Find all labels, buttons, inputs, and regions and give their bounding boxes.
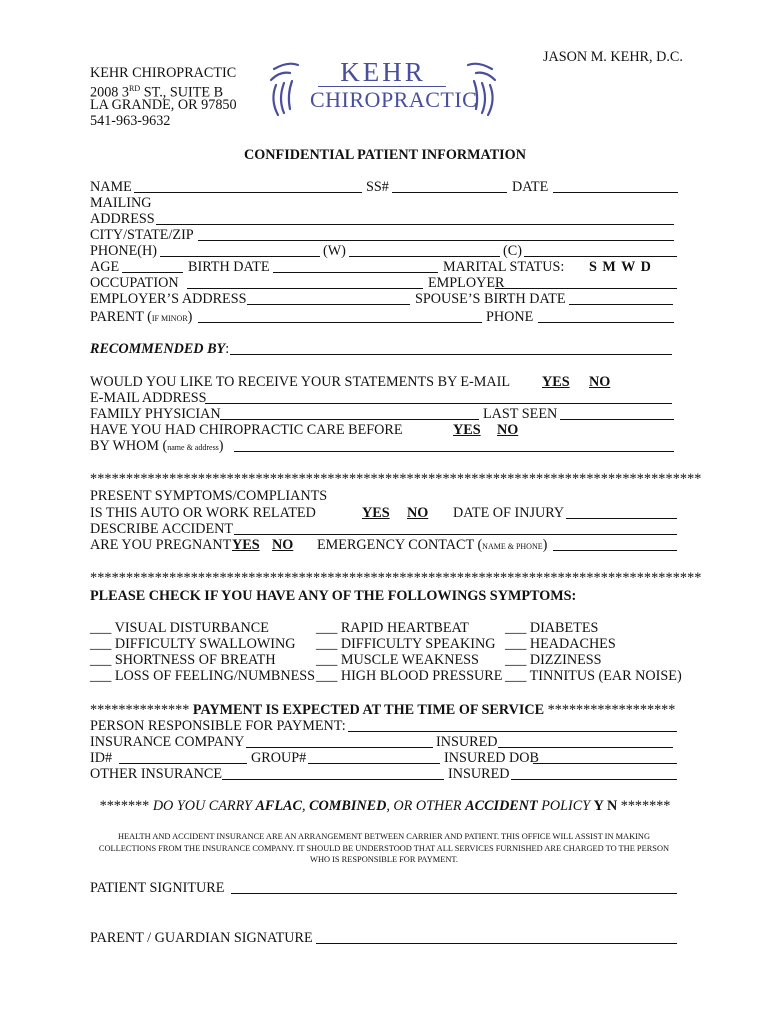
clinic-address: 2008 3RD ST., SUITE B xyxy=(90,84,224,101)
label-address: ADDRESS xyxy=(90,211,155,227)
aflac-question: ******* DO YOU CARRY AFLAC, COMBINED, OR OTHER ACCIDENT POLICY Y N ******* xyxy=(99,798,671,814)
label-describe-accident: DESCRIBE ACCIDENT xyxy=(90,521,234,537)
check-symptoms-heading: PLEASE CHECK IF YOU HAVE ANY OF THE FOLLOWINGS SYMPTOMS: xyxy=(90,588,577,604)
date-injury-field[interactable] xyxy=(566,518,677,519)
marital-options[interactable]: S M W D xyxy=(589,259,651,275)
citystatezip-field[interactable] xyxy=(198,240,674,241)
label-phone-c: (C) xyxy=(503,243,522,259)
pregnant-question: ARE YOU PREGNANT xyxy=(90,537,232,553)
label-email-address: E-MAIL ADDRESS xyxy=(90,390,207,406)
auto-yes-option[interactable]: YES xyxy=(362,505,390,521)
describe-accident-field[interactable] xyxy=(234,534,677,535)
clinic-phone: 541-963-9632 xyxy=(90,113,171,129)
pregnant-yes-option[interactable]: YES xyxy=(232,537,260,553)
label-emergency-contact: EMERGENCY CONTACT (NAME & PHONE) xyxy=(317,537,548,553)
divider-1: ************************************************************************************* xyxy=(90,471,702,487)
label-other-insurance: OTHER INSURANCE xyxy=(90,766,223,782)
label-present-symptoms: PRESENT SYMPTOMS/COMPLIANTS xyxy=(90,488,328,504)
parent-field[interactable] xyxy=(198,322,482,323)
chiro-before-question: HAVE YOU HAD CHIROPRACTIC CARE BEFORE xyxy=(90,422,403,438)
symptom-rapid-heartbeat[interactable]: ___ RAPID HEARTBEAT xyxy=(316,620,469,636)
by-whom-field[interactable] xyxy=(234,451,674,452)
label-ss: SS# xyxy=(366,179,389,195)
label-spouse-birth: SPOUSE’S BIRTH DATE xyxy=(415,291,566,307)
occupation-field[interactable] xyxy=(187,288,423,289)
chiro-no-option[interactable]: NO xyxy=(497,422,519,438)
ss-field[interactable] xyxy=(392,192,507,193)
insurance-disclaimer: HEALTH AND ACCIDENT INSURANCE ARE AN ARRANGEMENT BETWEEN CARRIER AND PATIENT. THIS OFFICE WILL ASSIST IN MAKING COLLECTIONS FROM THE INSURANCE COMPANY. IT SHOULD BE UNDERSTOOD THAT ALL SERVICES FURNISHED ARE CHARGED TO THE PERSON WHO IS RESPONSIBLE FOR PAYMENT. xyxy=(98,832,670,864)
kehr-logo xyxy=(268,55,498,125)
payment-notice: ************** PAYMENT IS EXPECTED AT THE TIME OF SERVICE ****************** xyxy=(90,702,676,718)
form-title: CONFIDENTIAL PATIENT INFORMATION xyxy=(244,147,526,163)
label-id: ID# xyxy=(90,750,113,766)
label-employer-address: EMPLOYER’S ADDRESS xyxy=(90,291,247,307)
date-field[interactable] xyxy=(553,192,678,193)
label-mailing: MAILING xyxy=(90,195,152,211)
label-person-responsible: PERSON RESPONSIBLE FOR PAYMENT: xyxy=(90,718,346,734)
label-citystatezip: CITY/STATE/ZIP xyxy=(90,227,194,243)
label-parent: PARENT (IF MINOR) xyxy=(90,309,193,325)
aflac-yn-options[interactable]: Y N xyxy=(593,798,618,814)
email-yes-option[interactable]: YES xyxy=(542,374,570,390)
symptom-visual-disturbance[interactable]: ___ VISUAL DISTURBANCE xyxy=(90,620,269,636)
auto-work-question: IS THIS AUTO OR WORK RELATED xyxy=(90,505,316,521)
label-family-physician: FAMILY PHYSICIAN xyxy=(90,406,221,422)
label-age: AGE xyxy=(90,259,120,275)
label-occupation: OCCUPATION xyxy=(90,275,179,291)
symptom-diabetes[interactable]: ___ DIABETES xyxy=(505,620,599,636)
family-physician-field[interactable] xyxy=(220,419,479,420)
clinic-city: LA GRANDE, OR 97850 xyxy=(90,97,237,113)
patient-signature-field[interactable] xyxy=(231,893,677,894)
age-field[interactable] xyxy=(122,272,183,273)
email-no-option[interactable]: NO xyxy=(589,374,611,390)
emergency-contact-field[interactable] xyxy=(553,550,677,551)
logo-chiropractic-text: CHIROPRACTIC xyxy=(310,87,478,112)
phone-home-field[interactable] xyxy=(160,256,320,257)
email-address-field[interactable] xyxy=(205,403,672,404)
guardian-signature-field[interactable] xyxy=(316,943,677,944)
insurance-company-field[interactable] xyxy=(246,747,433,748)
other-insured-field[interactable] xyxy=(511,779,677,780)
symptom-loss-of-feeling[interactable]: ___ LOSS OF FEELING/NUMBNESS xyxy=(90,668,316,684)
label-insurance-company: INSURANCE COMPANY xyxy=(90,734,245,750)
address-field[interactable] xyxy=(156,224,674,225)
label-employer: EMPLOYER xyxy=(428,275,505,291)
chiro-yes-option[interactable]: YES xyxy=(453,422,481,438)
label-last-seen: LAST SEEN xyxy=(483,406,558,422)
symptom-dizziness[interactable]: ___ DIZZINESS xyxy=(505,652,602,668)
phone-work-field[interactable] xyxy=(349,256,500,257)
symptom-muscle-weakness[interactable]: ___ MUSCLE WEAKNESS xyxy=(316,652,479,668)
id-field[interactable] xyxy=(119,763,247,764)
recommended-field[interactable] xyxy=(230,354,672,355)
employer-address-field[interactable] xyxy=(247,304,410,305)
phone-cell-field[interactable] xyxy=(524,256,677,257)
parent-phone-field[interactable] xyxy=(538,322,674,323)
employer-field[interactable] xyxy=(495,288,677,289)
label-parent-phone: PHONE xyxy=(486,309,534,325)
label-group: GROUP# xyxy=(251,750,307,766)
pregnant-no-option[interactable]: NO xyxy=(272,537,294,553)
label-other-insured: INSURED xyxy=(448,766,510,782)
label-by-whom: BY WHOM (name & address) xyxy=(90,438,224,454)
label-recommended: RECOMMENDED BY: xyxy=(90,341,230,357)
doctor-name: JASON M. KEHR, D.C. xyxy=(543,49,683,65)
label-phone-h: PHONE(H) xyxy=(90,243,157,259)
label-phone-w: (W) xyxy=(323,243,346,259)
symptom-difficulty-swallowing[interactable]: ___ DIFFICULTY SWALLOWING xyxy=(90,636,296,652)
label-insured-dob: INSURED DOB xyxy=(444,750,539,766)
label-date-injury: DATE OF INJURY xyxy=(453,505,565,521)
last-seen-field[interactable] xyxy=(560,419,674,420)
other-insurance-field[interactable] xyxy=(222,779,444,780)
insured-dob-field[interactable] xyxy=(533,763,677,764)
clinic-name: KEHR CHIROPRACTIC xyxy=(90,65,237,81)
label-name: NAME xyxy=(90,179,132,195)
symptom-headaches[interactable]: ___ HEADACHES xyxy=(505,636,616,652)
spouse-birth-field[interactable] xyxy=(569,304,673,305)
logo-kehr-text: KEHR xyxy=(340,57,426,87)
divider-2: ************************************************************************************* xyxy=(90,570,702,586)
email-question: WOULD YOU LIKE TO RECEIVE YOUR STATEMENTS BY E-MAIL xyxy=(90,374,510,390)
auto-no-option[interactable]: NO xyxy=(407,505,429,521)
group-field[interactable] xyxy=(308,763,440,764)
name-field[interactable] xyxy=(134,192,362,193)
label-birth-date: BIRTH DATE xyxy=(188,259,270,275)
symptom-difficulty-speaking[interactable]: ___ DIFFICULTY SPEAKING xyxy=(316,636,496,652)
birth-date-field[interactable] xyxy=(273,272,438,273)
label-insured: INSURED xyxy=(436,734,498,750)
person-responsible-field[interactable] xyxy=(348,731,677,732)
insured-field[interactable] xyxy=(498,747,673,748)
label-date: DATE xyxy=(512,179,549,195)
label-marital: MARITAL STATUS: xyxy=(443,259,565,275)
symptom-high-blood-pressure[interactable]: ___ HIGH BLOOD PRESSURE xyxy=(316,668,503,684)
symptom-shortness-of-breath[interactable]: ___ SHORTNESS OF BREATH xyxy=(90,652,276,668)
label-guardian-signature: PARENT / GUARDIAN SIGNATURE xyxy=(90,930,313,946)
symptom-tinnitus[interactable]: ___ TINNITUS (EAR NOISE) xyxy=(505,668,682,684)
label-patient-signature: PATIENT SIGNITURE xyxy=(90,880,225,896)
